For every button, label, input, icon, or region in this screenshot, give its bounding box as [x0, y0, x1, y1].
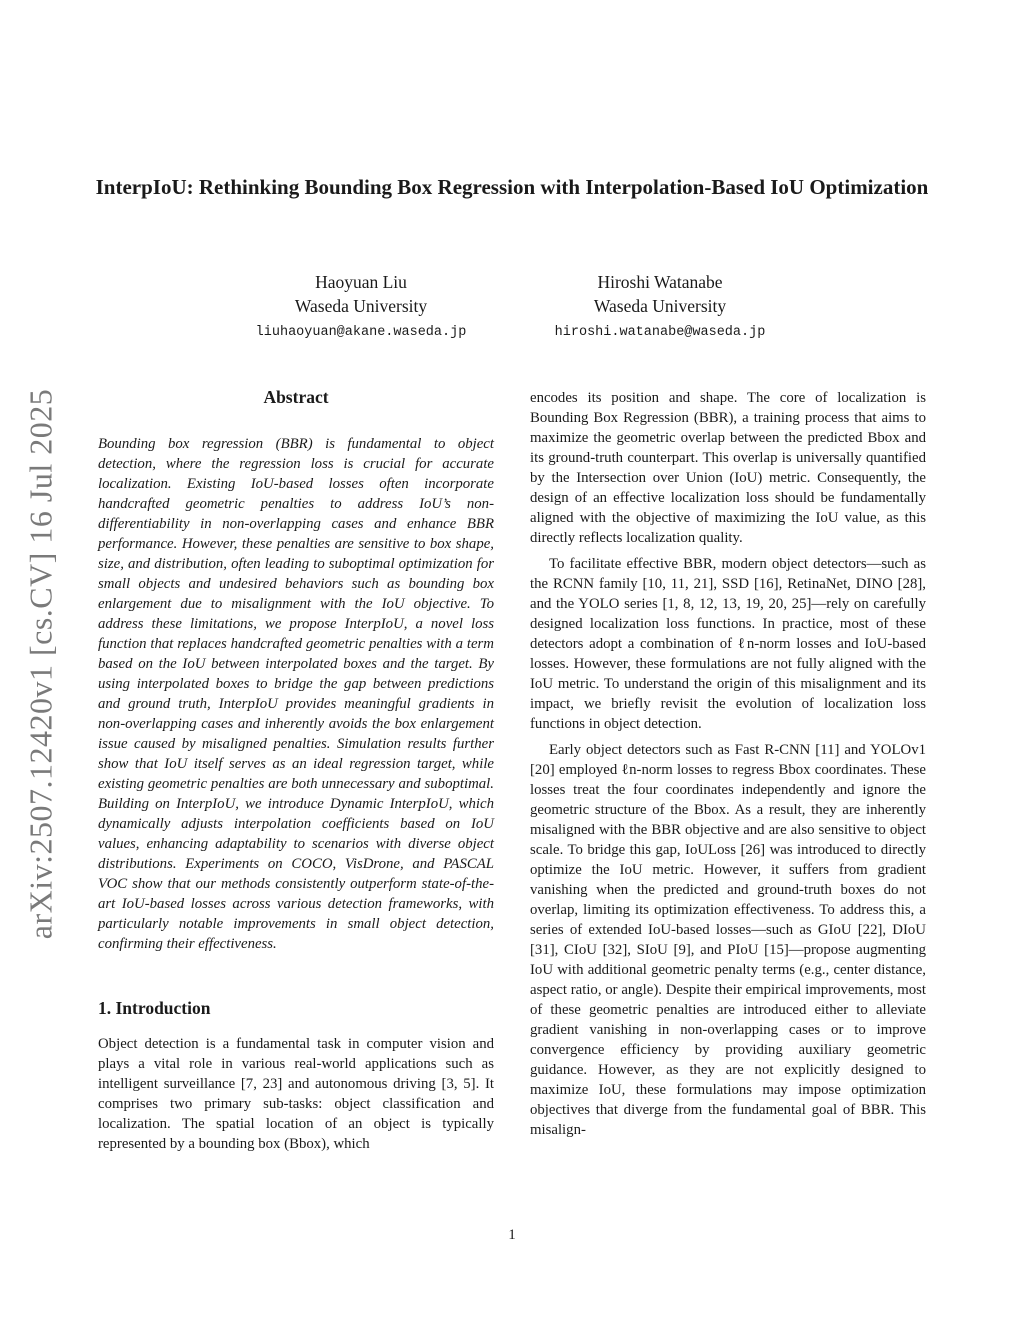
author-affiliation: Waseda University: [294, 296, 428, 316]
body-paragraph: Early object detectors such as Fast R-CNN [11] and YOLOv1 [20] employed ℓn-norm losses to regress Bbox coordinates. These losses treat the four coordinates independently and ignore the geometric structure of the Bbox. As a result, they are inherently misaligned with the BBR objective and are also sensitive to object scale. To bridge this gap, IoULoss [26] was introduced to directly optimize the IoU metric. However, it suffers from gradient vanishing when the predicted and ground-truth boxes do not overlap, limiting its optimization effectiveness. To address this, a series of extended IoU-based losses—such as GIoU [22], DIoU [31], CIoU [32], SIoU [9], and PIoU [15]—propose augmenting IoU with additional geometric penalty terms (e.g., center distance, aspect ratio, or angle). Despite their empirical improvements, most of these geometric penalties are introduced either to alleviate gradient vanishing in non-overlapping cases or to improve convergence efficiency by providing auxiliary geometric guidance. However, as they are not explicitly designed to maximize IoU, these formulations may impose optimization objectives that diverge from the fundamental goal of BBR. This misalign-: [530, 742, 926, 1138]
section-heading: 1. Introduction: [98, 998, 211, 1018]
right-column: [530, 388, 926, 1140]
left-column: [98, 385, 494, 1154]
author-email: liuhaoyuan@akane.waseda.jp: [255, 325, 467, 340]
author-name: Haoyuan Liu: [315, 272, 407, 292]
intro-paragraph: Object detection is a fundamental task in computer vision and plays a vital role in various real-world applications such as intelligent surveillance [7, 23] and autonomous driving [3, 5]. It comprises two primary sub-tasks: object classification and localization. The spatial location of an object is typically represented by a bounding box (Bbox), which: [98, 1036, 494, 1152]
body-paragraph: To facilitate effective BBR, modern object detectors—such as the RCNN family [10, 11, 21], SSD [16], RetinaNet, DINO [28], and the YOLO series [1, 8, 12, 13, 19, 20, 25]—rely on carefully designed localization loss functions. In practice, most of these detectors adopt a combination of ℓn-norm losses and IoU-based losses. However, these formulations are not fully aligned with the IoU metric. To understand the origin of this misalignment and its impact, we briefly revisit the evolution of localization loss functions in object detection.: [530, 556, 926, 732]
paper-title: InterpIoU: Rethinking Bounding Box Regression with Interpolation-Based IoU Optimization: [95, 175, 929, 199]
body-paragraph: encodes its position and shape. The core of localization is Bounding Box Regression (BBR), a training process that aims to maximize the geometric overlap between the predicted Bbox and its ground-truth counterpart. This overlap is universally quantified by the Intersection over Union (IoU) metric. Consequently, the design of an effective localization loss should be fundamentally aligned with the objective of maximizing the IoU value, as this directly reflects localization quality.: [530, 390, 926, 546]
abstract-text: Bounding box regression (BBR) is fundamental to object detection, where the regression loss is crucial for accurate localization. Existing IoU-based losses often incorporate handcrafted geometric penalties to address IoU’s non-differentiability in non-overlapping cases and enhance BBR performance. However, these penalties are sensitive to box shape, size, and distribution, often leading to suboptimal optimization for small objects and undesired behaviors such as bounding box enlargement due to misalignment with the IoU objective. To address these limitations, we propose InterpIoU, a novel loss function that replaces handcrafted geometric penalties with a term based on the IoU between interpolated boxes and the target. By using interpolated boxes to bridge the gap between predictions and ground truth, InterpIoU provides meaningful gradients in non-overlapping cases and inherently avoids the box enlargement issue caused by misaligned penalties. Simulation results further show that IoU itself serves as an ideal regression target, while existing geometric penalties are both unnecessary and suboptimal. Building on InterpIoU, we introduce Dynamic InterpIoU, which dynamically adjusts interpolation coefficients based on IoU values, enhancing adaptability to scenarios with diverse object distributions. Experiments on COCO, VisDrone, and PASCAL VOC show that our methods consistently outperform state-of-the-art IoU-based losses across various detection frameworks, with particularly notable improvements in small object detection, confirming their effectiveness.: [98, 436, 494, 952]
author-block-2: [510, 270, 810, 345]
arxiv-stamp: arXiv:2507.12420v1 [cs.CV] 16 Jul 2025: [22, 388, 59, 940]
author-block-1: [211, 270, 511, 345]
author-email: hiroshi.watanabe@waseda.jp: [554, 325, 766, 340]
abstract-heading: Abstract: [263, 387, 329, 407]
page-number: 1: [508, 1227, 516, 1243]
author-affiliation: Waseda University: [593, 296, 727, 316]
author-name: Hiroshi Watanabe: [597, 272, 723, 292]
